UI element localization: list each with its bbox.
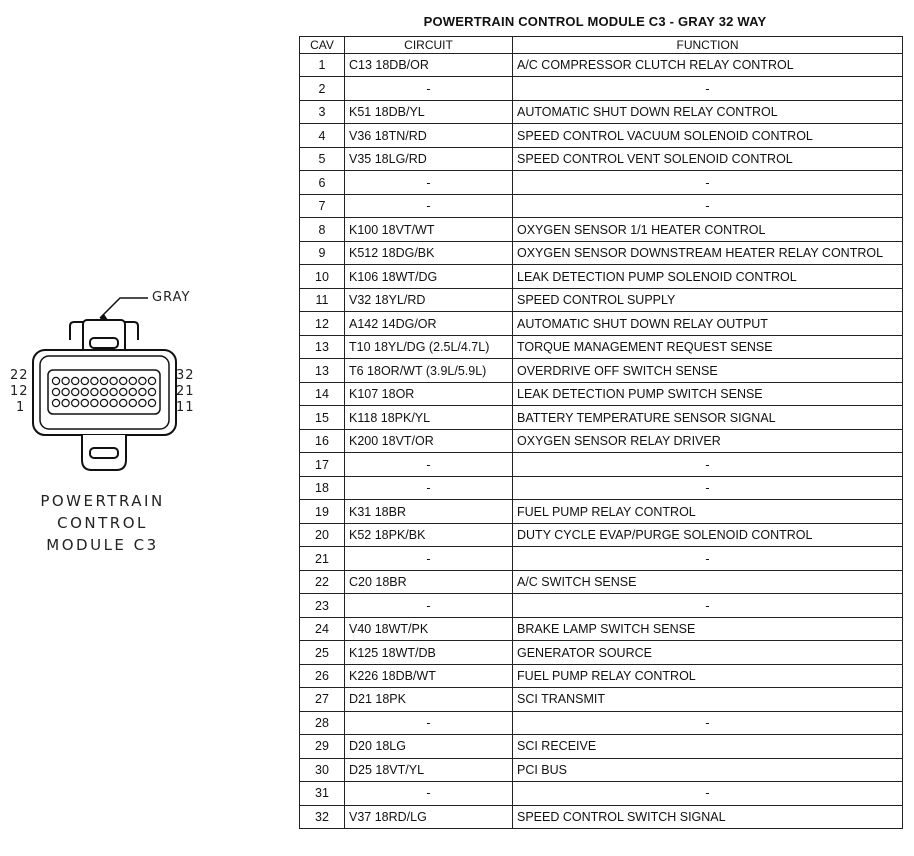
connector-caption [0,490,205,556]
connector-pin [129,377,136,384]
cell-circuit: V37 18RD/LG [345,805,513,828]
connector-pin [81,399,88,406]
cell-function: - [513,194,903,217]
pin-label-1: 1 [16,400,26,415]
cell-function: FUEL PUMP RELAY CONTROL [513,500,903,524]
caption-line-2: CONTROL [57,514,148,532]
cell-circuit: K200 18VT/OR [345,429,513,452]
cell-circuit: K106 18WT/DG [345,265,513,289]
table-row [300,453,903,477]
cell-circuit: V35 18LG/RD [345,147,513,170]
cell-function: TORQUE MANAGEMENT REQUEST SENSE [513,335,903,358]
cell-cav: 23 [300,594,345,618]
connector-pin [148,399,155,406]
connector-pin [91,399,98,406]
connector-pin [139,388,146,395]
connector-pin [110,399,117,406]
cell-circuit: K100 18VT/WT [345,218,513,242]
cell-cav: 10 [300,265,345,289]
cell-cav: 22 [300,570,345,593]
pin-label-11: 11 [176,400,195,415]
table-row [300,664,903,687]
cell-circuit: - [345,782,513,806]
connector-drawing [0,280,290,480]
table-row [300,147,903,170]
connector-pin [62,399,69,406]
table-row [300,194,903,217]
connector-pin [72,399,79,406]
table-row [300,523,903,546]
connector-pin [91,377,98,384]
cell-function: - [513,782,903,806]
cell-circuit: - [345,476,513,499]
cell-function: SPEED CONTROL SWITCH SIGNAL [513,805,903,828]
connector-pin [120,399,127,406]
cell-circuit: T6 18OR/WT (3.9L/5.9L) [345,359,513,383]
header-cav: CAV [300,37,345,54]
cell-cav: 26 [300,664,345,687]
connector-color-label: GRAY [152,290,191,305]
cell-circuit: - [345,77,513,101]
cell-circuit: - [345,453,513,477]
cell-function: - [513,594,903,618]
connector-pin [148,377,155,384]
table-row [300,77,903,101]
table-header-row [300,37,903,54]
cell-function: LEAK DETECTION PUMP SOLENOID CONTROL [513,265,903,289]
caption-line-3: MODULE C3 [46,536,159,554]
pin-label-32: 32 [176,368,195,383]
table-row [300,500,903,524]
cell-circuit: D21 18PK [345,688,513,712]
cell-circuit: C13 18DB/OR [345,54,513,77]
table-row [300,218,903,242]
cell-circuit: - [345,547,513,571]
table-row [300,100,903,123]
table-row [300,570,903,593]
cell-function: OXYGEN SENSOR RELAY DRIVER [513,429,903,452]
cell-cav: 18 [300,476,345,499]
color-leader-line [100,298,148,318]
cell-function: FUEL PUMP RELAY CONTROL [513,664,903,687]
cell-cav: 24 [300,617,345,640]
cell-circuit: V32 18YL/RD [345,288,513,311]
cell-cav: 4 [300,124,345,148]
connector-pin [72,377,79,384]
pin-label-21: 21 [176,384,195,399]
cell-cav: 13 [300,335,345,358]
connector-pin [62,388,69,395]
cell-cav: 9 [300,241,345,264]
cell-cav: 17 [300,453,345,477]
cell-function: OXYGEN SENSOR 1/1 HEATER CONTROL [513,218,903,242]
cell-cav: 30 [300,758,345,781]
connector-pin [139,399,146,406]
cell-cav: 6 [300,171,345,195]
cell-cav: 2 [300,77,345,101]
table-row [300,241,903,264]
cell-circuit: D25 18VT/YL [345,758,513,781]
bottom-latch-slot [90,448,118,458]
cell-cav: 21 [300,547,345,571]
cell-function: PCI BUS [513,758,903,781]
connector-pin [139,377,146,384]
cell-cav: 19 [300,500,345,524]
connector-pin [148,388,155,395]
connector-pin [110,377,117,384]
connector-pin [129,388,136,395]
table-row [300,288,903,311]
table-row [300,359,903,383]
table-row [300,171,903,195]
cell-circuit: K52 18PK/BK [345,523,513,546]
cell-function: SPEED CONTROL VACUUM SOLENOID CONTROL [513,124,903,148]
table-row [300,547,903,571]
connector-pin [120,388,127,395]
cell-circuit: A142 14DG/OR [345,312,513,336]
cell-function: A/C COMPRESSOR CLUTCH RELAY CONTROL [513,54,903,77]
table-row [300,617,903,640]
connector-pin [110,388,117,395]
cell-cav: 27 [300,688,345,712]
cell-circuit: - [345,194,513,217]
cell-function: - [513,453,903,477]
connector-pin [81,388,88,395]
table-row [300,54,903,77]
table-row [300,382,903,405]
table-row [300,782,903,806]
caption-line-1: POWERTRAIN [40,492,165,510]
pin-label-12: 12 [10,384,29,399]
cell-circuit: K125 18WT/DB [345,641,513,665]
cell-circuit: K226 18DB/WT [345,664,513,687]
cell-function: OVERDRIVE OFF SWITCH SENSE [513,359,903,383]
header-function: FUNCTION [513,37,903,54]
pin-label-22: 22 [10,368,29,383]
pin-grid [52,377,155,406]
cell-cav: 8 [300,218,345,242]
cell-function: - [513,171,903,195]
cell-cav: 15 [300,406,345,430]
connector-pin [81,377,88,384]
pinout-table [299,36,903,829]
cell-function: AUTOMATIC SHUT DOWN RELAY OUTPUT [513,312,903,336]
cell-cav: 13 [300,359,345,383]
cell-circuit: - [345,594,513,618]
cell-cav: 3 [300,100,345,123]
header-circuit: CIRCUIT [345,37,513,54]
cell-circuit: - [345,711,513,734]
cell-function: SPEED CONTROL VENT SOLENOID CONTROL [513,147,903,170]
cell-function: SCI TRANSMIT [513,688,903,712]
connector-pin [129,399,136,406]
cell-function: DUTY CYCLE EVAP/PURGE SOLENOID CONTROL [513,523,903,546]
table-row [300,594,903,618]
cell-circuit: V40 18WT/PK [345,617,513,640]
table-row [300,429,903,452]
connector-pin [100,388,107,395]
table-row [300,735,903,759]
cell-circuit: K512 18DG/BK [345,241,513,264]
cell-cav: 11 [300,288,345,311]
connector-pin [100,377,107,384]
table-row [300,335,903,358]
cell-function: LEAK DETECTION PUMP SWITCH SENSE [513,382,903,405]
top-latch-inner [90,338,118,348]
cell-cav: 29 [300,735,345,759]
table-row [300,711,903,734]
cell-function: - [513,547,903,571]
table-row [300,641,903,665]
table-row [300,758,903,781]
connector-pin [91,388,98,395]
cell-cav: 5 [300,147,345,170]
cell-cav: 20 [300,523,345,546]
table-row [300,312,903,336]
table-row [300,805,903,828]
cell-cav: 32 [300,805,345,828]
cell-function: - [513,77,903,101]
cell-circuit: V36 18TN/RD [345,124,513,148]
cell-function: - [513,476,903,499]
table-body [300,54,903,829]
cell-circuit: K31 18BR [345,500,513,524]
cell-circuit: K51 18DB/YL [345,100,513,123]
connector-pin [52,399,59,406]
cell-function: AUTOMATIC SHUT DOWN RELAY CONTROL [513,100,903,123]
cell-cav: 28 [300,711,345,734]
cell-cav: 16 [300,429,345,452]
cell-cav: 31 [300,782,345,806]
connector-pin [72,388,79,395]
table-row [300,476,903,499]
cell-function: GENERATOR SOURCE [513,641,903,665]
cell-function: OXYGEN SENSOR DOWNSTREAM HEATER RELAY CONTROL [513,241,903,264]
cell-cav: 12 [300,312,345,336]
cell-circuit: D20 18LG [345,735,513,759]
cell-function: BRAKE LAMP SWITCH SENSE [513,617,903,640]
cell-cav: 25 [300,641,345,665]
cell-cav: 7 [300,194,345,217]
cell-circuit: C20 18BR [345,570,513,593]
table-row [300,124,903,148]
cell-function: - [513,711,903,734]
table-row [300,406,903,430]
cell-cav: 14 [300,382,345,405]
cell-circuit: T10 18YL/DG (2.5L/4.7L) [345,335,513,358]
cell-function: BATTERY TEMPERATURE SENSOR SIGNAL [513,406,903,430]
cell-function: SCI RECEIVE [513,735,903,759]
table-row [300,265,903,289]
table-title: POWERTRAIN CONTROL MODULE C3 - GRAY 32 WAY [423,14,767,29]
cell-function: A/C SWITCH SENSE [513,570,903,593]
connector-pin [62,377,69,384]
cell-circuit: K107 18OR [345,382,513,405]
table-row [300,688,903,712]
connector-pin [52,388,59,395]
connector-pin [52,377,59,384]
cell-cav: 1 [300,54,345,77]
connector-pin [100,399,107,406]
cell-circuit: - [345,171,513,195]
cell-circuit: K118 18PK/YL [345,406,513,430]
cell-function: SPEED CONTROL SUPPLY [513,288,903,311]
connector-pin [120,377,127,384]
